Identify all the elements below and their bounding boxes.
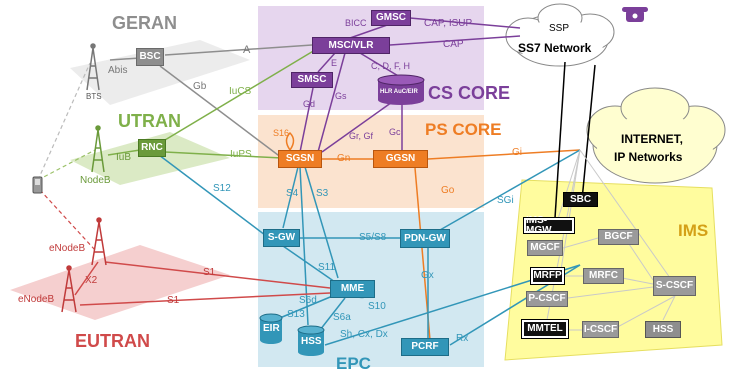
s1-top-label: S1 bbox=[203, 267, 216, 278]
s4-label: S4 bbox=[286, 188, 299, 199]
pdn-gw-node[interactable]: PDN-GW bbox=[400, 229, 450, 248]
rx-label: Rx bbox=[456, 333, 469, 344]
mgcf-node[interactable]: MGCF bbox=[527, 240, 563, 256]
eir-label: EIR bbox=[263, 323, 280, 334]
gd-label: Gd bbox=[303, 99, 316, 109]
bgcf-node[interactable]: BGCF bbox=[598, 229, 639, 245]
s12-label: S12 bbox=[213, 183, 231, 194]
enodeb-bottom-tower-icon bbox=[62, 266, 76, 312]
gx-label: Gx bbox=[421, 270, 434, 281]
ss7-network-label: SS7 Network bbox=[518, 41, 592, 55]
bts-label: BTS bbox=[86, 92, 102, 101]
rnc-node[interactable]: RNC bbox=[138, 139, 166, 157]
s1-bottom-label: S1 bbox=[167, 295, 180, 306]
sgw-node[interactable]: S-GW bbox=[263, 229, 300, 247]
s11-label: S11 bbox=[318, 262, 336, 273]
utran-label: UTRAN bbox=[118, 111, 181, 131]
x2-label: X2 bbox=[85, 275, 98, 286]
s3-label: S3 bbox=[316, 188, 329, 199]
a-label: A bbox=[243, 44, 251, 56]
pcrf-node[interactable]: PCRF bbox=[401, 338, 449, 356]
gb-label: Gb bbox=[193, 81, 207, 92]
e-label: E bbox=[331, 58, 338, 68]
nodeb-label: NodeB bbox=[80, 175, 111, 186]
cdfh-label: C, D, F, H bbox=[371, 61, 411, 71]
hss-epc-label: HSS bbox=[301, 336, 322, 347]
mobile-phone-icon bbox=[33, 177, 42, 193]
msc-vlr-node[interactable]: MSC/VLR bbox=[312, 37, 390, 54]
ims-mgw-node[interactable]: IMS-MGW bbox=[524, 218, 574, 233]
mmtel-node[interactable]: MMTEL bbox=[522, 320, 568, 338]
i-cscf-node[interactable]: I-CSCF bbox=[582, 321, 619, 338]
hlr-label: HLR AuC/EIR bbox=[380, 89, 418, 95]
internet-label-line2: IP Networks bbox=[614, 150, 683, 164]
ssp-label: SSP bbox=[549, 23, 570, 34]
gc-label: Gc bbox=[389, 127, 401, 137]
s13-label: S13 bbox=[287, 309, 305, 320]
iub-label: IuB bbox=[116, 152, 132, 163]
p-cscf-node[interactable]: P-CSCF bbox=[526, 291, 568, 307]
enodeb-top-label: eNodeB bbox=[49, 243, 86, 254]
telephone-icon bbox=[622, 7, 648, 22]
epc-label: EPC bbox=[336, 354, 371, 373]
go-label: Go bbox=[441, 185, 455, 196]
s16-label: S16 bbox=[273, 128, 290, 138]
gmsc-node[interactable]: GMSC bbox=[371, 10, 411, 26]
sgi-label: SGi bbox=[497, 195, 514, 206]
bsc-node[interactable]: BSC bbox=[136, 48, 164, 66]
internet-label-line1: INTERNET, bbox=[621, 132, 684, 146]
bicc-label: BICC bbox=[345, 18, 367, 28]
cap-isup-label: CAP, ISUP bbox=[424, 18, 473, 29]
s5s8-label: S5/S8 bbox=[359, 232, 387, 243]
cs-core-label: CS CORE bbox=[428, 83, 511, 103]
sh-cx-dx-label: Sh, Cx, Dx bbox=[340, 329, 388, 340]
gi-label: Gi bbox=[512, 147, 522, 158]
ggsn-node[interactable]: GGSN bbox=[373, 150, 428, 168]
mme-node[interactable]: MME bbox=[330, 280, 375, 298]
gr-gf-label: Gr, Gf bbox=[349, 131, 374, 141]
s-cscf-node[interactable]: S-CSCF bbox=[653, 276, 696, 296]
s6d-label: S6d bbox=[299, 295, 317, 306]
sgsn-node[interactable]: SGSN bbox=[278, 150, 322, 168]
enodeb-bottom-label: eNodeB bbox=[18, 294, 55, 305]
eutran-label: EUTRAN bbox=[75, 331, 150, 351]
mrfc-node[interactable]: MRFC bbox=[583, 268, 624, 284]
cap-label: CAP bbox=[443, 39, 464, 50]
enodeb-top-tower-icon bbox=[92, 218, 106, 265]
mrfp-node[interactable]: MRFP bbox=[531, 268, 564, 284]
s10-label: S10 bbox=[368, 301, 386, 312]
nodeb-tower-icon bbox=[92, 126, 104, 172]
gs-label: Gs bbox=[335, 91, 347, 101]
geran-label: GERAN bbox=[112, 13, 178, 33]
iups-label: IuPS bbox=[230, 149, 252, 160]
hss-ims-node[interactable]: HSS bbox=[645, 321, 681, 338]
smsc-node[interactable]: SMSC bbox=[291, 72, 333, 88]
ps-core-label: PS CORE bbox=[425, 120, 502, 139]
iucs-label: IuCS bbox=[229, 86, 252, 97]
s6a-label: S6a bbox=[333, 312, 351, 323]
gn-label: Gn bbox=[337, 153, 351, 164]
abis-label: Abis bbox=[108, 65, 128, 76]
bts-tower-icon bbox=[87, 44, 99, 90]
ims-label: IMS bbox=[678, 221, 709, 240]
sbc-node[interactable]: SBC bbox=[563, 192, 598, 207]
